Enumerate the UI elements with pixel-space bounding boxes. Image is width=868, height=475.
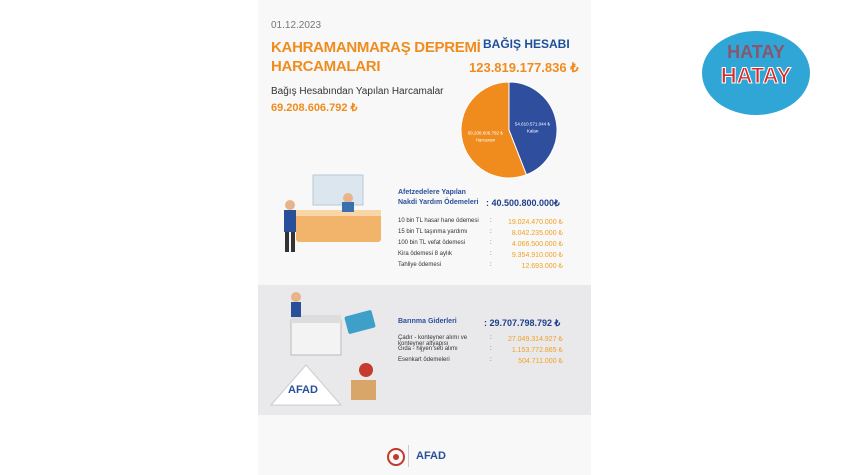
account-value: 123.819.177.836 ₺	[469, 60, 579, 75]
account-title: BAĞIŞ HESABI	[483, 37, 570, 51]
shelter-row-label: Gıda - hijyen seti alımı	[398, 346, 458, 352]
svg-text:HATAY: HATAY	[720, 63, 792, 88]
heading-line: Nakdi Yardım Ödemeleri	[398, 199, 479, 206]
divider	[408, 445, 409, 467]
cash-row-label: Kira ödemesi 8 aylık	[398, 251, 453, 257]
pie-label: 69.208.606.792 ₺	[467, 130, 504, 136]
shelter-row-value: 1.153.772.865 ₺	[511, 347, 563, 354]
subtitle-value: 69.208.606.792 ₺	[271, 102, 358, 114]
cash-row-label: 15 bin TL taşınma yardımı	[398, 229, 468, 235]
cash-row-value: 9.354.910.000 ₺	[511, 252, 563, 259]
colon: :	[490, 335, 492, 341]
pie-label: Kalan	[526, 128, 539, 134]
subtitle: Bağış Hesabından Yapılan Harcamalar	[271, 86, 444, 97]
date: 01.12.2023	[271, 20, 322, 31]
colon: :	[490, 357, 492, 363]
shelter-row-value: 27.049.314.927 ₺	[507, 336, 563, 343]
shelter-heading: Barınma Giderleri	[398, 318, 457, 325]
cash-row-label: 10 bin TL hasar hane ödemesi	[398, 218, 479, 224]
cash-aid-total: : 40.500.800.000₺	[486, 198, 560, 208]
afad-logo: AFAD	[416, 450, 446, 462]
infographic	[258, 0, 591, 475]
hatay-logo	[700, 28, 812, 118]
shelter-total: : 29.707.798.792 ₺	[484, 318, 561, 328]
title-line: HARCAMALARI	[271, 58, 381, 75]
shelter-row-label: Çadır - konteyner alımı ve konteyner altyapısı	[398, 335, 468, 347]
cash-row-value: 19.024.470.000 ₺	[507, 219, 563, 226]
svg-text:HATAY: HATAY	[727, 42, 785, 62]
cash-row-label: 100 bin TL vefat ödemesi	[398, 240, 466, 246]
pie-chart	[454, 80, 564, 180]
ministry-emblem-icon	[386, 447, 406, 467]
pie-label: Harcanan	[475, 137, 496, 143]
heading-line: Afetzedelere Yapılan	[398, 189, 466, 196]
colon: :	[490, 229, 492, 235]
shelter-illustration	[266, 285, 391, 415]
page-title	[271, 38, 481, 76]
shelter-row-label: Esenkart ödemeleri	[398, 357, 450, 363]
colon: :	[490, 346, 492, 352]
colon: :	[490, 262, 492, 268]
afad-tent-logo: AFAD	[288, 384, 318, 396]
cash-row-value: 12.693.000 ₺	[521, 263, 563, 270]
shelter-row-value: 504.711.000 ₺	[518, 358, 563, 365]
colon: :	[490, 218, 492, 224]
colon: :	[490, 251, 492, 257]
cash-aid-heading	[398, 188, 478, 208]
title-line: KAHRAMANMARAŞ DEPREMİ	[271, 39, 481, 56]
desk-illustration	[278, 170, 388, 260]
cash-row-label: Tahliye ödemesi	[398, 262, 442, 268]
pie-label: 54.610.571.044 ₺	[514, 121, 551, 127]
colon: :	[490, 240, 492, 246]
cash-row-value: 8.042.235.000 ₺	[511, 230, 563, 237]
cash-row-value: 4.066.500.000 ₺	[511, 241, 563, 248]
